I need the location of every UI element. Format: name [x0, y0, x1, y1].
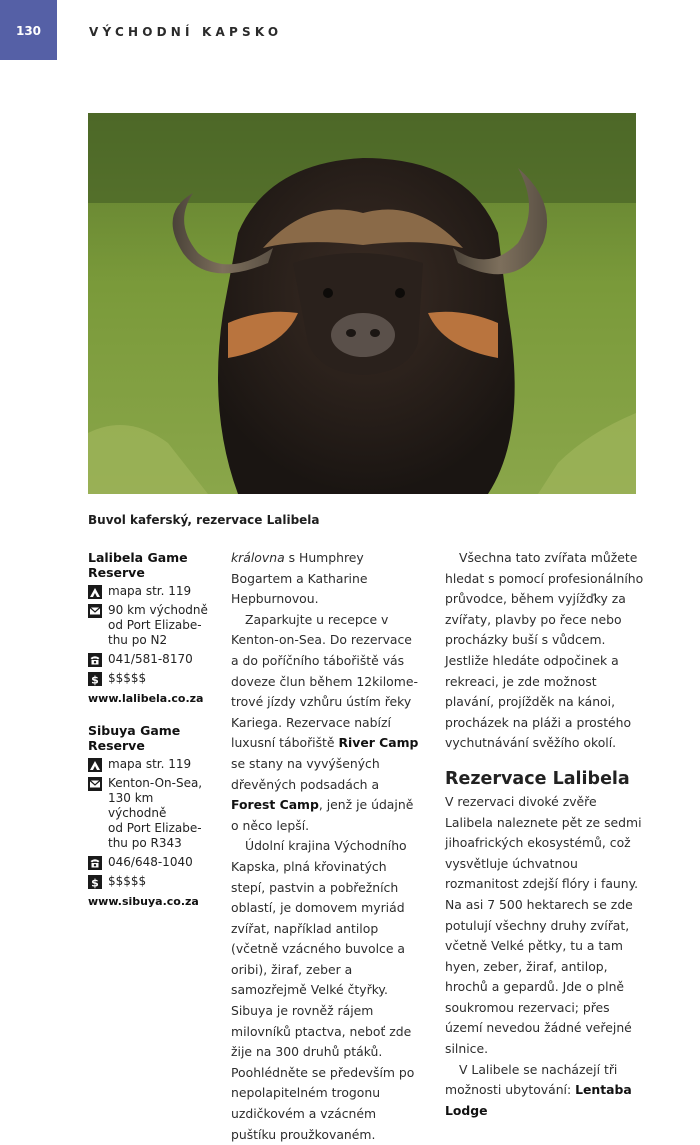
paragraph-text: s Humphrey Bogartem a Katharine Hepburnovou. — [231, 550, 368, 607]
paragraph-text: se stany na vyvýšených dřevěných podsadách a — [231, 755, 380, 792]
lalibela-address-row — [88, 603, 213, 648]
italic-text: královna — [231, 550, 285, 565]
dollar-icon — [88, 875, 102, 889]
running-head: VÝCHODNÍ KAPSKO — [89, 25, 283, 39]
paragraph-text: Zaparkujte u recepce v Kenton-on-Sea. Do rezervace a do poříčního tábořiště vás doveze člun během 12kilometrové jízdy vzhůru ústím řeky Kariega. Rezervace nabízí luxusní tábořiště — [231, 611, 418, 751]
phone-icon — [88, 653, 102, 667]
sibuya-map: mapa str. 119 — [108, 757, 192, 771]
info-sidebar — [88, 550, 213, 908]
text-column-right — [445, 548, 645, 1121]
lalibela-price: $$$$$ — [108, 671, 147, 685]
envelope-icon — [88, 777, 102, 791]
paragraph — [231, 610, 423, 837]
lalibela-map: mapa str. 119 — [108, 584, 192, 598]
map-icon — [88, 585, 102, 599]
bold-text: River Camp — [338, 735, 419, 751]
sibuya-title: Sibuya Game Reserve — [88, 723, 181, 753]
paragraph-text: , jenž je údajně o něco lepší. — [231, 797, 414, 833]
lalibela-website[interactable]: www.lalibela.co.za — [88, 692, 204, 705]
svg-text:$: $ — [91, 673, 99, 687]
page-number: 130 — [15, 24, 42, 38]
bold-text: Forest Camp — [231, 797, 319, 813]
lalibela-phone: 041/581-8170 — [108, 652, 193, 666]
sibuya-address: Kenton-On-Sea, 130 km východně od Port Elizabe- thu po R343 — [108, 776, 203, 850]
sibuya-price-row — [88, 874, 213, 889]
lalibela-price-row — [88, 671, 213, 686]
sibuya-map-row — [88, 757, 213, 772]
text-column-middle — [231, 548, 423, 1145]
phone-icon — [88, 856, 102, 870]
paragraph: V rezervaci divoké zvěře Lalibela naleznete pět ze sedmi jihoafrických ekosystémů, což vysvětluje úchvatnou rozmanitost zdejší flóry i fauny. Na asi 7 500 hektarech se zde potulují všechny druhy zvířat, včetně Velké pětky, tu a tam hyen, zeber, žiraf, antilop, hrochů a gepardů. Jde o plně soukromou rezervaci; přes území nevedou žádné veřejné silnice. — [445, 793, 642, 1057]
sibuya-price: $$$$$ — [108, 874, 147, 888]
paragraph-text: V Lalibele se nacházejí tři možnosti ubytování: — [445, 1061, 618, 1098]
lalibela-address: 90 km východně od Port Elizabe- thu po N2 — [108, 603, 208, 647]
envelope-icon — [88, 604, 102, 618]
sibuya-address-row — [88, 776, 213, 851]
buffalo-photo — [88, 113, 636, 494]
paragraph — [445, 1060, 645, 1122]
sibuya-phone-row — [88, 855, 213, 870]
sibuya-info-block — [88, 723, 213, 908]
photo-caption: Buvol kaferský, rezervace Lalibela — [88, 513, 320, 527]
paragraph — [231, 548, 423, 610]
dollar-icon — [88, 672, 102, 686]
lalibela-map-row — [88, 584, 213, 599]
lalibela-title: Lalibela Game Reserve — [88, 550, 188, 580]
bold-text: Lentaba Lodge — [445, 1082, 632, 1118]
lalibela-info-block — [88, 550, 213, 705]
svg-text:$: $ — [91, 876, 99, 890]
lalibela-phone-row — [88, 652, 213, 667]
paragraph: Všechna tato zvířata můžete hledat s pomocí profesionálního průvodce, během vyjížďky za zvířaty, plavby po řece nebo procházky buší s vůdcem. Jestliže hledáte odpočinek a rekreaci, je zde možnost plavání, projížděk na kánoi, procházek na pláži a prostého vychutnávání svěžího okolí. — [445, 550, 644, 751]
sibuya-phone: 046/648-1040 — [108, 855, 193, 869]
section-heading: Rezervace Lalibela — [445, 768, 630, 789]
sibuya-website[interactable]: www.sibuya.co.za — [88, 895, 199, 908]
paragraph: Údolní krajina Východního Kapska, plná křovinatých stepí, pastvin a pobřežních oblastí, je domovem myriád zvířat, například antilop (včetně vzácného buvolce a oribi), žiraf, zeber a samozřejmě Velké čtyřky. Sibuya je rovněž rájem milovníků ptactva, neboť zde žije na 300 druhů ptáků. Poohlédněte se především po nepolapitelném trogonu uzdičkovém a vzácném puštíku proužkovaném. — [231, 838, 415, 1142]
map-icon — [88, 758, 102, 772]
